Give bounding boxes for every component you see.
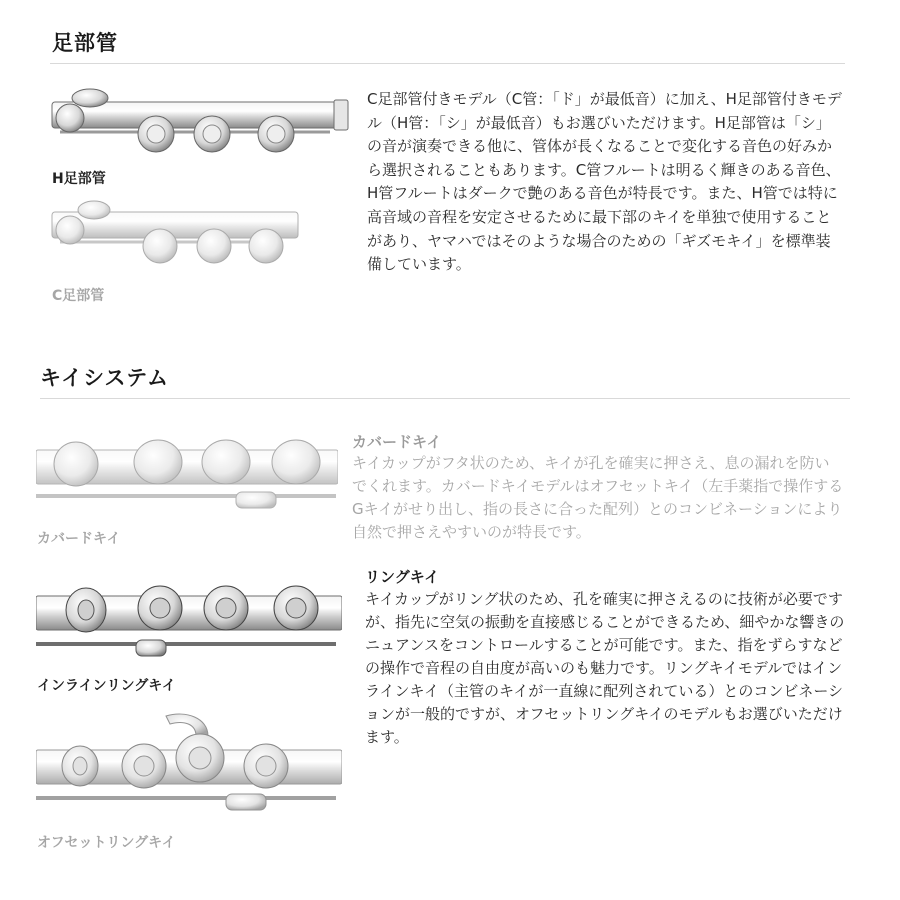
ring-key-text: キイカップがリング状のため、孔を確実に押さえるのに技術が必要ですが、指先に空気の振動を直接感じることができるため、細やかな響きのニュアンスをコントロールすることが可能です。また、指をずらすなどの操作で音程の自由度が高いのも魅力です。リングキイモデルではインラインキイ（主管のキイが一直線に配列されている）とのコンビネーションが一般的ですが、オフセットリングキイのモデルもお選びいただけます。: [365, 590, 845, 746]
h-foot-joint-caption: H足部管: [52, 171, 106, 187]
covered-key-image: [36, 430, 338, 514]
ring-key-block: [365, 566, 847, 749]
section-title-foot-joint: 足部管: [52, 31, 118, 55]
section-title-key-system: キイシステム: [40, 366, 170, 390]
h-foot-joint-image: [50, 88, 352, 160]
covered-key-text: キイカップがフタ状のため、キイが孔を確実に押さえ、息の漏れを防いでくれます。カバードキイモデルはオフセットキイ（左手薬指で操作するGキイがせり出し、指の長さに合った配列）とのコンビネーションにより自然で押さえやすいのが特長です。: [352, 454, 844, 541]
offset-ring-key-caption: オフセットリングキイ: [37, 835, 176, 851]
section-divider: [50, 63, 845, 64]
ring-key-heading: リングキイ: [365, 568, 440, 586]
c-foot-joint-caption: C足部管: [52, 288, 105, 304]
covered-key-caption: カバードキイ: [37, 531, 121, 547]
inline-ring-key-caption: インラインリングキイ: [37, 678, 176, 694]
covered-key-heading: カバードキイ: [352, 433, 442, 451]
covered-key-block: [352, 432, 844, 544]
inline-ring-key-image: [36, 578, 342, 664]
offset-ring-key-image: [36, 712, 342, 820]
c-foot-joint-image: [50, 198, 302, 270]
section-divider: [40, 398, 850, 399]
foot-joint-description: C足部管付きモデル（C管：「ド」が最低音）に加え、H足部管付きモデル（H管：「シ」が最低音）もお選びいただけます。H足部管は「シ」の音が演奏できる他に、管体が長くなることで変化する音色の好みから選択されることもあります。C管フルートは明るく輝きのある音色、H管フルートはダークで艶のある音色が特長です。また、H管では特に高音域の音程を安定させるために最下部のキイを単独で使用することがあり、ヤマハではそのような場合のための「ギズモキイ」を標準装備しています。: [367, 90, 842, 274]
